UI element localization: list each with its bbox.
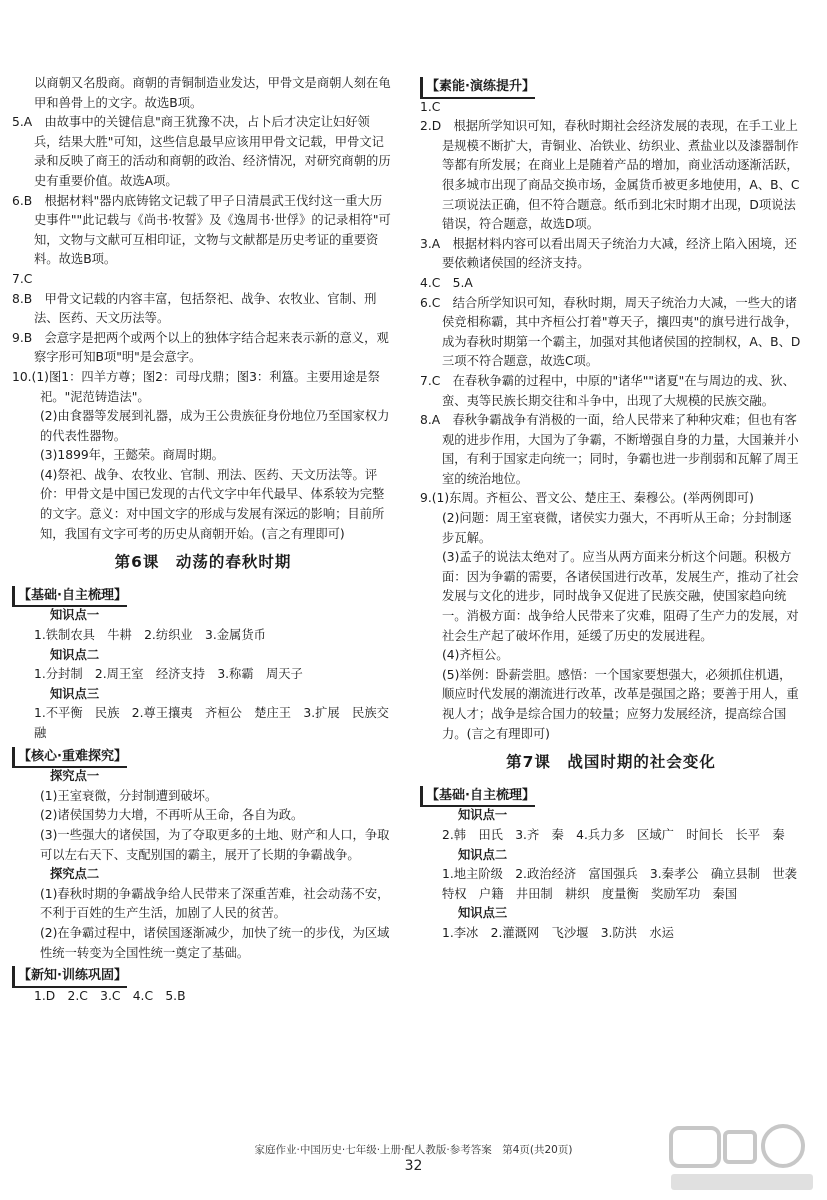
watermark-logo [667, 1122, 817, 1194]
explore-point-1-label: 探究点一 [50, 769, 100, 784]
lesson-7-title: 第7课 战国时期的社会变化 [506, 753, 716, 772]
page-footer: 家庭作业·中国历史·七年级·上册·配人教版·参考答案 第4页(共20页) [254, 1144, 573, 1156]
answer-4-continued: 以商朝又名殷商。商朝的青铜制造业发达，甲骨文是商朝人刻在龟甲和兽骨上的文字。故选B项。 [34, 76, 391, 110]
answer-10-part-1: 10.(1)图1：四羊方尊；图2：司母戊鼎；图3：利簋。主要用途是祭祀。"泥范铸造法"。 [12, 369, 380, 404]
answer-5: 5.A 由故事中的关键信息"商王犹豫不决，占卜后才决定让妇好领兵，结果大胜"可知，这些信息最早应该用甲骨文记载，甲骨文记录和反映了商王的活动和商朝的政治、经济情况，对研究商朝的历史有重要价值。故选A项。 [12, 115, 391, 188]
new-knowledge-answers: 1.D 2.C 3.C 4.C 5.B [34, 988, 186, 1003]
skill-answer-9-part-5: (5)举例：卧薪尝胆。感悟：一个国家要想强大，必须抓住机遇，顺应时代发展的潮流进行改革，改革是强国之路；要善于用人，重视人才；战争是综合国力的较量；应努力发展经济，提高综合国力。(言之有理即可) [442, 667, 799, 741]
l7-knowledge-point-2-label: 知识点二 [458, 847, 508, 862]
skill-answer-9-part-1: 9.(1)东周。齐桓公、晋文公、楚庄王、秦穆公。(举两例即可) [420, 491, 754, 506]
skill-answer-8: 8.A 春秋争霸战争有消极的一面，给人民带来了种种灾难；但也有客观的进步作用，大国为了争霸，不断增强自身的力量，大国兼并小国，有利于国家走向统一；同时，争霸也进一步削弱和瓦解了周王室的统治地位。 [420, 413, 799, 486]
explore-point-2-answer-1: (1)春秋时期的争霸战争给人民带来了深重苦难，社会动荡不安，不利于百姓的生产生活，加剧了人民的贫苦。 [40, 886, 390, 921]
knowledge-point-3-label: 知识点三 [50, 686, 100, 701]
skill-answer-3: 3.A 根据材料内容可以看出周天子统治力大减，经济上陷入困境，还要依赖诸侯国的经济支持。 [420, 236, 797, 271]
knowledge-point-1-label: 知识点一 [50, 608, 100, 623]
l7-knowledge-point-1-answers: 2.韩 田氏 3.齐 秦 4.兵力多 区域广 时间长 长平 秦 [442, 827, 785, 842]
l7-knowledge-point-1-label: 知识点一 [458, 808, 508, 823]
answer-7: 7.C [12, 271, 33, 286]
l7-knowledge-point-2-answers: 1.地主阶级 2.政治经济 富国强兵 3.秦孝公 确立县制 世袭特权 户籍 井田制 耕织 度量衡 奖励军功 秦国 [442, 867, 797, 901]
page-number: 32 [404, 1158, 423, 1174]
explore-point-1-answer-3: (3)一些强大的诸侯国，为了夺取更多的土地、财产和人口，争取可以左右天下、支配别国的霸主，展开了长期的争霸战争。 [40, 827, 390, 862]
answer-8: 8.B 甲骨文记载的内容丰富，包括祭祀、战争、农牧业、官制、刑法、医药、天文历法等。 [12, 291, 377, 326]
left-column [12, 74, 394, 1006]
knowledge-point-2-label: 知识点二 [50, 647, 100, 662]
knowledge-point-2-answers: 1.分封制 2.周王室 经济支持 3.称霸 周天子 [34, 667, 303, 682]
explore-point-1-answer-1: (1)王室衰微，分封制遭到破坏。 [40, 788, 218, 803]
answer-6: 6.B 根据材料"器内底铸铭文记载了甲子日清晨武王伐纣这一重大历史事件""此记载与《尚书·牧誓》及《逸周书·世俘》的记录相符"可知，文物与文献可互相印证，文物与文献都是历史考证的重要资料。故选B项。 [12, 193, 391, 267]
knowledge-point-3-answers: 1.不平衡 民族 2.尊王攘夷 齐桓公 楚庄王 3.扩展 民族交融 [34, 706, 389, 740]
knowledge-point-1-answers: 1.铁制农具 牛耕 2.纺织业 3.金属货币 [34, 628, 266, 643]
skill-answer-6: 6.C 结合所学知识可知，春秋时期，周天子统治力大减，一些大的诸侯竞相称霸，其中齐桓公打着"尊天子，攘四夷"的旗号进行战争，成为春秋时期第一个霸主，加强对其他诸侯国的控制权，A、B、D三项不符合题意，故选C项。 [420, 295, 801, 369]
l7-knowledge-point-3-answers: 1.李冰 2.灌溉网 飞沙堰 3.防洪 水运 [442, 925, 674, 940]
answer-10-part-3: (3)1899年，王懿荣。商周时期。 [40, 448, 224, 463]
explore-point-2-label: 探究点二 [50, 867, 100, 882]
explore-point-2-answer-2: (2)在争霸过程中，诸侯国逐渐减少，加快了统一的步伐，为区域性统一转变为全国性统一奠定了基础。 [40, 925, 390, 960]
skill-answer-4-5: 4.C 5.A [420, 275, 473, 290]
skill-answer-9-part-3: (3)孟子的说法太绝对了。应当从两方面来分析这个问题。积极方面：因为争霸的需要，各诸侯国进行改革，发展生产，推动了社会发展与文化的进步，同时战争又促进了民族交融，使国家趋向统一。消极方面：战争给人民带来了灾难，阻碍了生产力的发展，对社会生产起了破坏作用，延缓了历史的发展进程。 [442, 550, 799, 643]
section-new-knowledge-heading: 【新知·训练巩固】 [12, 966, 127, 986]
l7-knowledge-point-3-label: 知识点三 [458, 906, 508, 921]
skill-answer-1: 1.C [420, 99, 441, 114]
skill-answer-7: 7.C 在春秋争霸的过程中，中原的"诸华""诸夏"在与周边的戎、狄、蛮、夷等民族长期交往和斗争中，出现了大规模的民族交融。 [420, 373, 795, 408]
right-column [420, 74, 802, 944]
skill-answer-2: 2.D 根据所学知识可知，春秋时期社会经济发展的表现，在手工业上是规模不断扩大，青铜业、冶铁业、纺织业、煮盐业以及漆器制作等都有所发展；在商业上是随着产品的增加，商业活动逐渐活跃，很多城市出现了商品交换市场，金属货币被更多地使用，A、B、C三项说法正确，但不符合题意。纸币到北宋时期才出现，D项说法错误，符合题意，故选D项。 [420, 119, 800, 232]
skill-answer-9-part-4: (4)齐桓公。 [442, 648, 509, 663]
answer-10-part-2: (2)由食器等发展到礼器，成为王公贵族征身份地位乃至国家权力的代表性器物。 [40, 409, 390, 443]
answer-10-part-4: (4)祭祀、战争、农牧业、官制、刑法、医药、天文历法等。评价：甲骨文是中国已发现的古代文字中年代最早、体系较为完整的文字。意义：对中国文字的形成与发展有深远的影响；目前所知，我国有文字可考的历史从商朝开始。(言之有理即可) [40, 467, 385, 541]
answer-9: 9.B 会意字是把两个或两个以上的独体字结合起来表示新的意义，观察字形可知B项"明"是会意字。 [12, 330, 389, 365]
skill-answer-9-part-2: (2)问题：周王室衰微，诸侯实力强大，不再听从王命；分封制逐步瓦解。 [442, 511, 792, 545]
section-basic-heading: 【基础·自主梳理】 [12, 586, 127, 606]
section-core-heading: 【核心·重难探究】 [12, 747, 127, 767]
lesson-6-title: 第6课 动荡的春秋时期 [114, 553, 292, 572]
section-basic-heading-7: 【基础·自主梳理】 [420, 786, 535, 806]
section-skill-heading: 【素能·演练提升】 [420, 77, 535, 97]
explore-point-1-answer-2: (2)诸侯国势力大增，不再听从王命，各自为政。 [40, 808, 304, 823]
